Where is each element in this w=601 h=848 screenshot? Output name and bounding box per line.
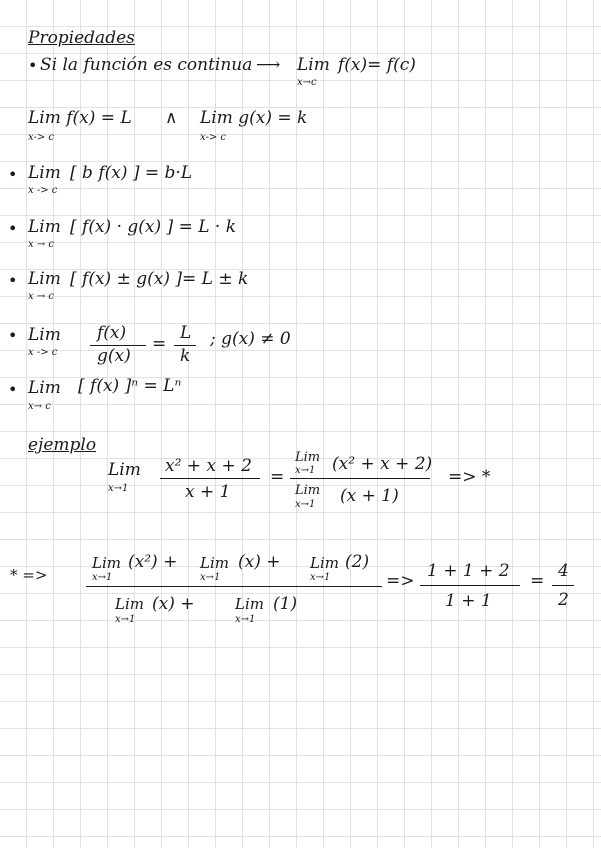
bullet: • [8,219,18,238]
prop3-expr: [ f(x) ± g(x) ]= L ± k [70,269,249,289]
prop4-sub: x -> c [28,347,58,358]
ex-den: x + 1 [185,482,231,502]
prop4-cond: ; g(x) ≠ 0 [210,329,291,349]
step-rden: 2 [558,590,569,610]
and-symbol: ∧ [165,108,178,128]
hyp-left-sub: x-> c [28,132,55,143]
step-fden: 1 + 1 [445,591,492,611]
prop2-sub: x → c [28,239,54,250]
ex-lim-sub: x→1 [108,483,129,494]
hyp-left: Lim f(x) = L [28,108,132,128]
prop3-lim: Lim [28,269,61,289]
bullet: • [8,380,18,399]
step-n2-lim: Lim [200,554,229,572]
step-d1-lim: Lim [115,595,144,613]
implies-arrow: ⟶ [256,55,281,75]
intro-lim-sub: x→c [297,77,317,88]
prop4-lim: Lim [28,325,61,345]
prop3-sub: x → c [28,291,54,302]
ex-rden-lim: Lim [295,483,321,498]
step-fnum: 1 + 1 + 2 [427,561,510,581]
step-n1-sub: x→1 [92,572,113,583]
intro-lim: Lim [297,55,330,75]
step-d1: (x) + [152,594,195,614]
example-label: ejemplo [28,435,97,455]
step-arrow: => [386,571,415,591]
prop5-expr: [ f(x) ]ⁿ = Lⁿ [78,376,182,396]
hyp-right-sub: x-> c [200,132,227,143]
prop1-lim: Lim [28,163,61,183]
prop1-expr: [ b f(x) ] = b·L [70,163,193,183]
step-d1-sub: x→1 [115,614,136,625]
step-n3-sub: x→1 [310,572,331,583]
bullet: • [8,165,18,184]
ex-rden: (x + 1) [340,486,399,506]
hyp-right: Lim g(x) = k [200,108,308,128]
ex-eq: = [270,467,285,487]
prop5-lim: Lim [28,378,61,398]
bullet: • [8,271,18,290]
step-n2-sub: x→1 [200,572,221,583]
step-n3-lim: Lim [310,554,339,572]
step-n1-lim: Lim [92,554,121,572]
fraction-bar [160,478,260,479]
bullet: • [28,56,38,75]
prop4-rden: k [180,346,191,366]
ex-rden-sub: x→1 [295,499,316,510]
fraction-bar [290,478,430,479]
prop4-num: f(x) [97,323,127,343]
prop5-sub: x→ c [28,401,51,412]
step-eq: = [530,571,545,591]
step-n3: (2) [345,552,370,572]
fraction-bar [552,585,574,586]
page-title: Propiedades [28,28,135,48]
fraction-bar [420,585,520,586]
bullet: • [8,326,18,345]
step-rnum: 4 [558,561,569,581]
step-d2: (1) [273,594,298,614]
ex-rnum-sub: x→1 [295,465,316,476]
prop2-lim: Lim [28,217,61,237]
fraction-bar [86,586,382,587]
step-n1: (x²) + [128,552,178,572]
ex-arrow: => * [448,467,491,487]
ex-rnum: (x² + x + 2) [332,454,433,474]
step-d2-lim: Lim [235,595,264,613]
ex-num: x² + x + 2 [165,456,252,476]
step-d2-sub: x→1 [235,614,256,625]
prop4-eq: = [152,334,167,354]
step-star: * => [10,566,48,584]
step-n2: (x) + [238,552,281,572]
prop4-den: g(x) [97,346,131,366]
prop2-expr: [ f(x) · g(x) ] = L · k [70,217,237,237]
ex-lim: Lim [108,460,141,480]
prop1-sub: x -> c [28,185,58,196]
intro-rhs: f(x)= f(c) [338,55,416,75]
prop4-rnum: L [180,323,192,343]
ex-rnum-lim: Lim [295,450,321,465]
intro-text: Si la función es continua [40,55,253,75]
